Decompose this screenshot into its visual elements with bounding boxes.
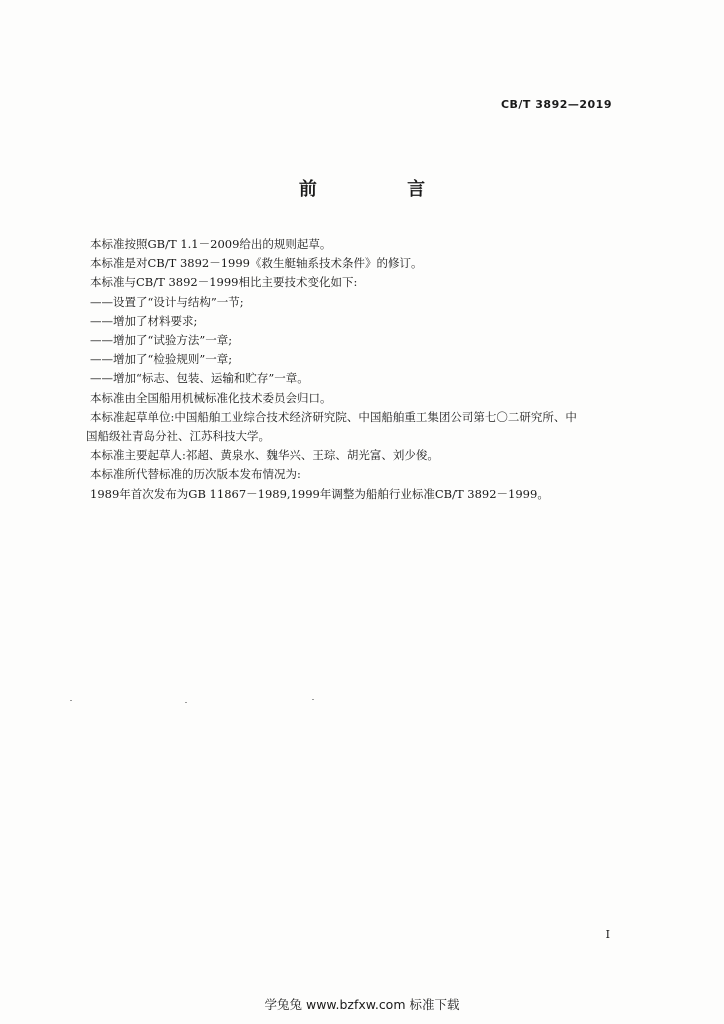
paragraph-committee: 本标准由全国船用机械标准化技术委员会归口。 (90, 390, 332, 405)
paragraph-changes-intro: 本标准与CB/T 3892－1999相比主要技术变化如下: (90, 275, 358, 290)
paragraph-history: 1989年首次发布为GB 11867－1989,1999年调整为船舶行业标准CB/T 3892－1999。 (90, 486, 549, 501)
paragraph-history-intro: 本标准所代替标准的历次版本发布情况为: (90, 467, 301, 482)
page-number: I (605, 928, 610, 941)
scan-speck (312, 699, 314, 700)
scan-speck (185, 702, 187, 703)
standard-code: CB/T 3892—2019 (500, 98, 612, 111)
paragraph-drafting-units: 本标准起草单位:中国船舶工业综合技术经济研究院、中国船舶重工集团公司第七〇二研究所、中 (90, 409, 577, 424)
page-title: 前 言 (298, 179, 468, 200)
change-item: ——增加了“试验方法”一章; (90, 333, 233, 348)
paragraph-drafting-units-cont: 国船级社青岛分社、江苏科技大学。 (86, 429, 270, 444)
paragraph-drafting-rules: 本标准按照GB/T 1.1－2009给出的规则起草。 (90, 237, 332, 251)
scan-speck (70, 700, 72, 701)
change-item: ——增加了“检验规则”一章; (90, 352, 233, 367)
change-item: ——增加“标志、包装、运输和贮存”一章。 (90, 371, 309, 386)
paragraph-drafters: 本标准主要起草人:祁超、黄泉水、魏华兴、王琮、胡光富、刘少俊。 (90, 448, 439, 463)
change-item: ——增加了材料要求; (90, 313, 198, 328)
footer-watermark: 学兔兔 www.bzfxw.com 标准下载 (264, 997, 460, 1012)
change-item: ——设置了“设计与结构”一节; (90, 294, 244, 309)
foreword-body (86, 235, 626, 504)
paragraph-revision: 本标准是对CB/T 3892－1999《救生艇轴系技术条件》的修订。 (90, 256, 423, 271)
